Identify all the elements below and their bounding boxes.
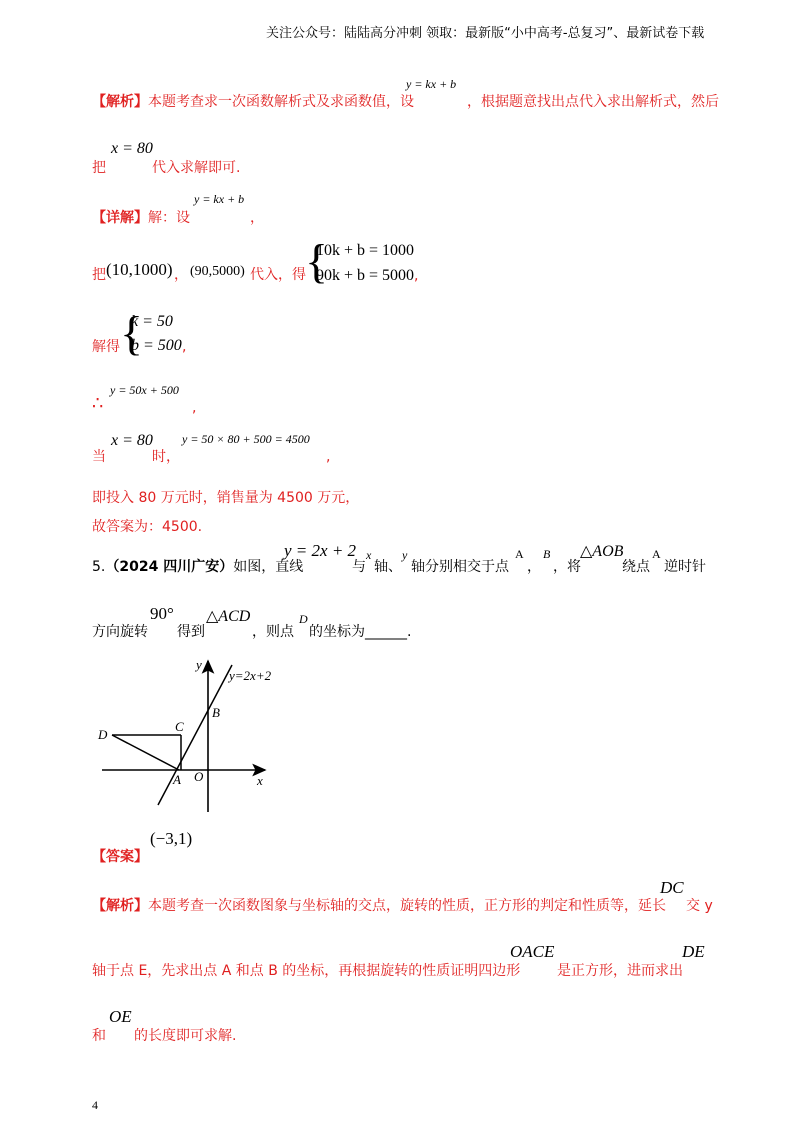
point-10-1000: (10,1000): [106, 260, 173, 279]
equation-comma: ,: [414, 268, 419, 284]
point-b-label: B: [543, 547, 551, 561]
coordinate-figure: [95, 655, 295, 840]
question-text-axis: 轴、: [374, 559, 402, 575]
answer-value: (−3,1): [150, 829, 193, 848]
analysis-line-2-start: 把: [92, 160, 106, 176]
calculation: y = 50 × 80 + 500 = 4500: [182, 432, 310, 446]
result-line-2: 故答案为：4500.: [92, 519, 203, 535]
answer-tag: 【答案】: [92, 849, 148, 865]
formula-y-kx-b: y = kx + b: [406, 77, 457, 91]
analysis-text: 本题考查求一次函数解析式及求函数值，设: [148, 94, 414, 110]
system-brace-1: {: [305, 235, 329, 288]
analysis2-text-square: 是正方形，进而求出: [557, 963, 683, 979]
point-a-label: A: [515, 547, 524, 561]
label-line: y=2x+2: [229, 668, 272, 683]
triangle-acd: △ACD: [206, 608, 251, 625]
label-x-axis: x: [257, 773, 263, 788]
segment-de-label: DE: [682, 942, 705, 961]
detail-comma: ，: [250, 210, 264, 226]
point-separator: ，: [174, 267, 188, 283]
function-comma: ,: [192, 400, 197, 416]
question-source: （2024 四川广安）: [105, 559, 234, 575]
analysis2-text: 本题考查一次函数图象与坐标轴的交点，旋转的性质，正方形的判定和性质等，延长: [148, 898, 666, 914]
analysis2-line-1: [92, 895, 666, 915]
analysis-tag: 【解析】: [92, 94, 148, 110]
when-label: 当: [92, 449, 106, 465]
result-line-1: 即投入 80 万元时，销售量为 4500 万元，: [92, 490, 360, 506]
detail-tag: 【详解】: [92, 210, 148, 226]
x-variable: x: [366, 548, 372, 562]
label-o: O: [194, 769, 204, 784]
system-brace-2: {: [120, 307, 144, 360]
triangle-aob: △AOB: [580, 543, 624, 560]
analysis2-text-meet: 交 y: [686, 898, 713, 914]
page-header: 关注公众号：陆陆高分冲刺 领取：最新版“小中高考-总复习”、最新试卷下载: [266, 26, 705, 41]
solution-k: k = 50: [131, 313, 173, 330]
analysis2-line-2: 轴于点 E，先求出点 A 和点 B 的坐标，再根据旋转的性质证明四边形: [92, 963, 521, 979]
calc-comma: ,: [326, 449, 331, 465]
question-text-coords: 的坐标为______.: [309, 624, 412, 640]
point-d-label: D: [299, 612, 308, 626]
question-text-obtain: 得到: [177, 624, 205, 640]
therefore-symbol: ∴: [92, 393, 104, 414]
analysis2-tag: 【解析】: [92, 898, 148, 914]
question-text-intersect: 轴分别相交于点: [411, 559, 509, 575]
equation-1: 10k + b = 1000: [316, 242, 415, 259]
label-a: A: [173, 772, 181, 787]
line-equation: y = 2x + 2: [284, 541, 357, 560]
question-text-with: 与: [352, 559, 366, 575]
question-text-ccw: 逆时针: [664, 559, 706, 575]
angle-90: 90°: [150, 604, 174, 623]
function-result: y = 50x + 500: [110, 383, 179, 397]
segment-oe-label: OE: [109, 1007, 132, 1026]
solution-comma: ,: [182, 339, 187, 355]
label-c: C: [175, 719, 184, 734]
question-5-line-2a: 方向旋转: [92, 624, 148, 640]
question-number: 5.: [92, 559, 106, 575]
equation-2: 90k + b = 5000: [316, 267, 415, 284]
analysis-line-2-end: 代入求解即可.: [152, 160, 241, 176]
solution-b: b = 500: [131, 337, 182, 354]
solve-label: 解得: [92, 339, 120, 355]
substitute-label: 把: [92, 267, 106, 283]
formula-x-80: x = 80: [111, 140, 153, 157]
analysis2-line-3a: 和: [92, 1028, 106, 1044]
question-text-around: 绕点: [622, 559, 650, 575]
question-sep: ，: [527, 559, 541, 575]
analysis-line-1: [92, 91, 414, 111]
analysis2-line-3b: 的长度即可求解.: [134, 1028, 237, 1044]
detail-text: 解：设: [148, 210, 190, 226]
question-text-then: ，则点: [252, 624, 294, 640]
when-text: 时，: [152, 449, 180, 465]
when-x-80: x = 80: [111, 432, 153, 449]
segment-dc-label: DC: [660, 878, 684, 897]
quad-oace: OACE: [510, 942, 555, 961]
analysis-text-cont: ，根据题意找出点代入求出解析式，然后: [467, 94, 719, 110]
question-text-rotate: ，将: [553, 559, 581, 575]
substitute-text: 代入，得: [250, 267, 306, 283]
page-number: 4: [92, 1098, 98, 1112]
point-a-label-2: A: [652, 547, 661, 561]
detail-formula: y = kx + b: [194, 192, 245, 206]
point-90-5000: (90,5000): [190, 264, 245, 279]
y-variable: y: [402, 548, 408, 562]
segment-da: [112, 735, 179, 770]
question-text: 如图，直线: [233, 559, 304, 575]
label-b: B: [212, 705, 220, 720]
question-5-line-1a: [92, 556, 303, 576]
label-d: D: [98, 727, 108, 742]
label-y-axis: y: [196, 657, 202, 672]
detail-line-1: [92, 207, 190, 227]
